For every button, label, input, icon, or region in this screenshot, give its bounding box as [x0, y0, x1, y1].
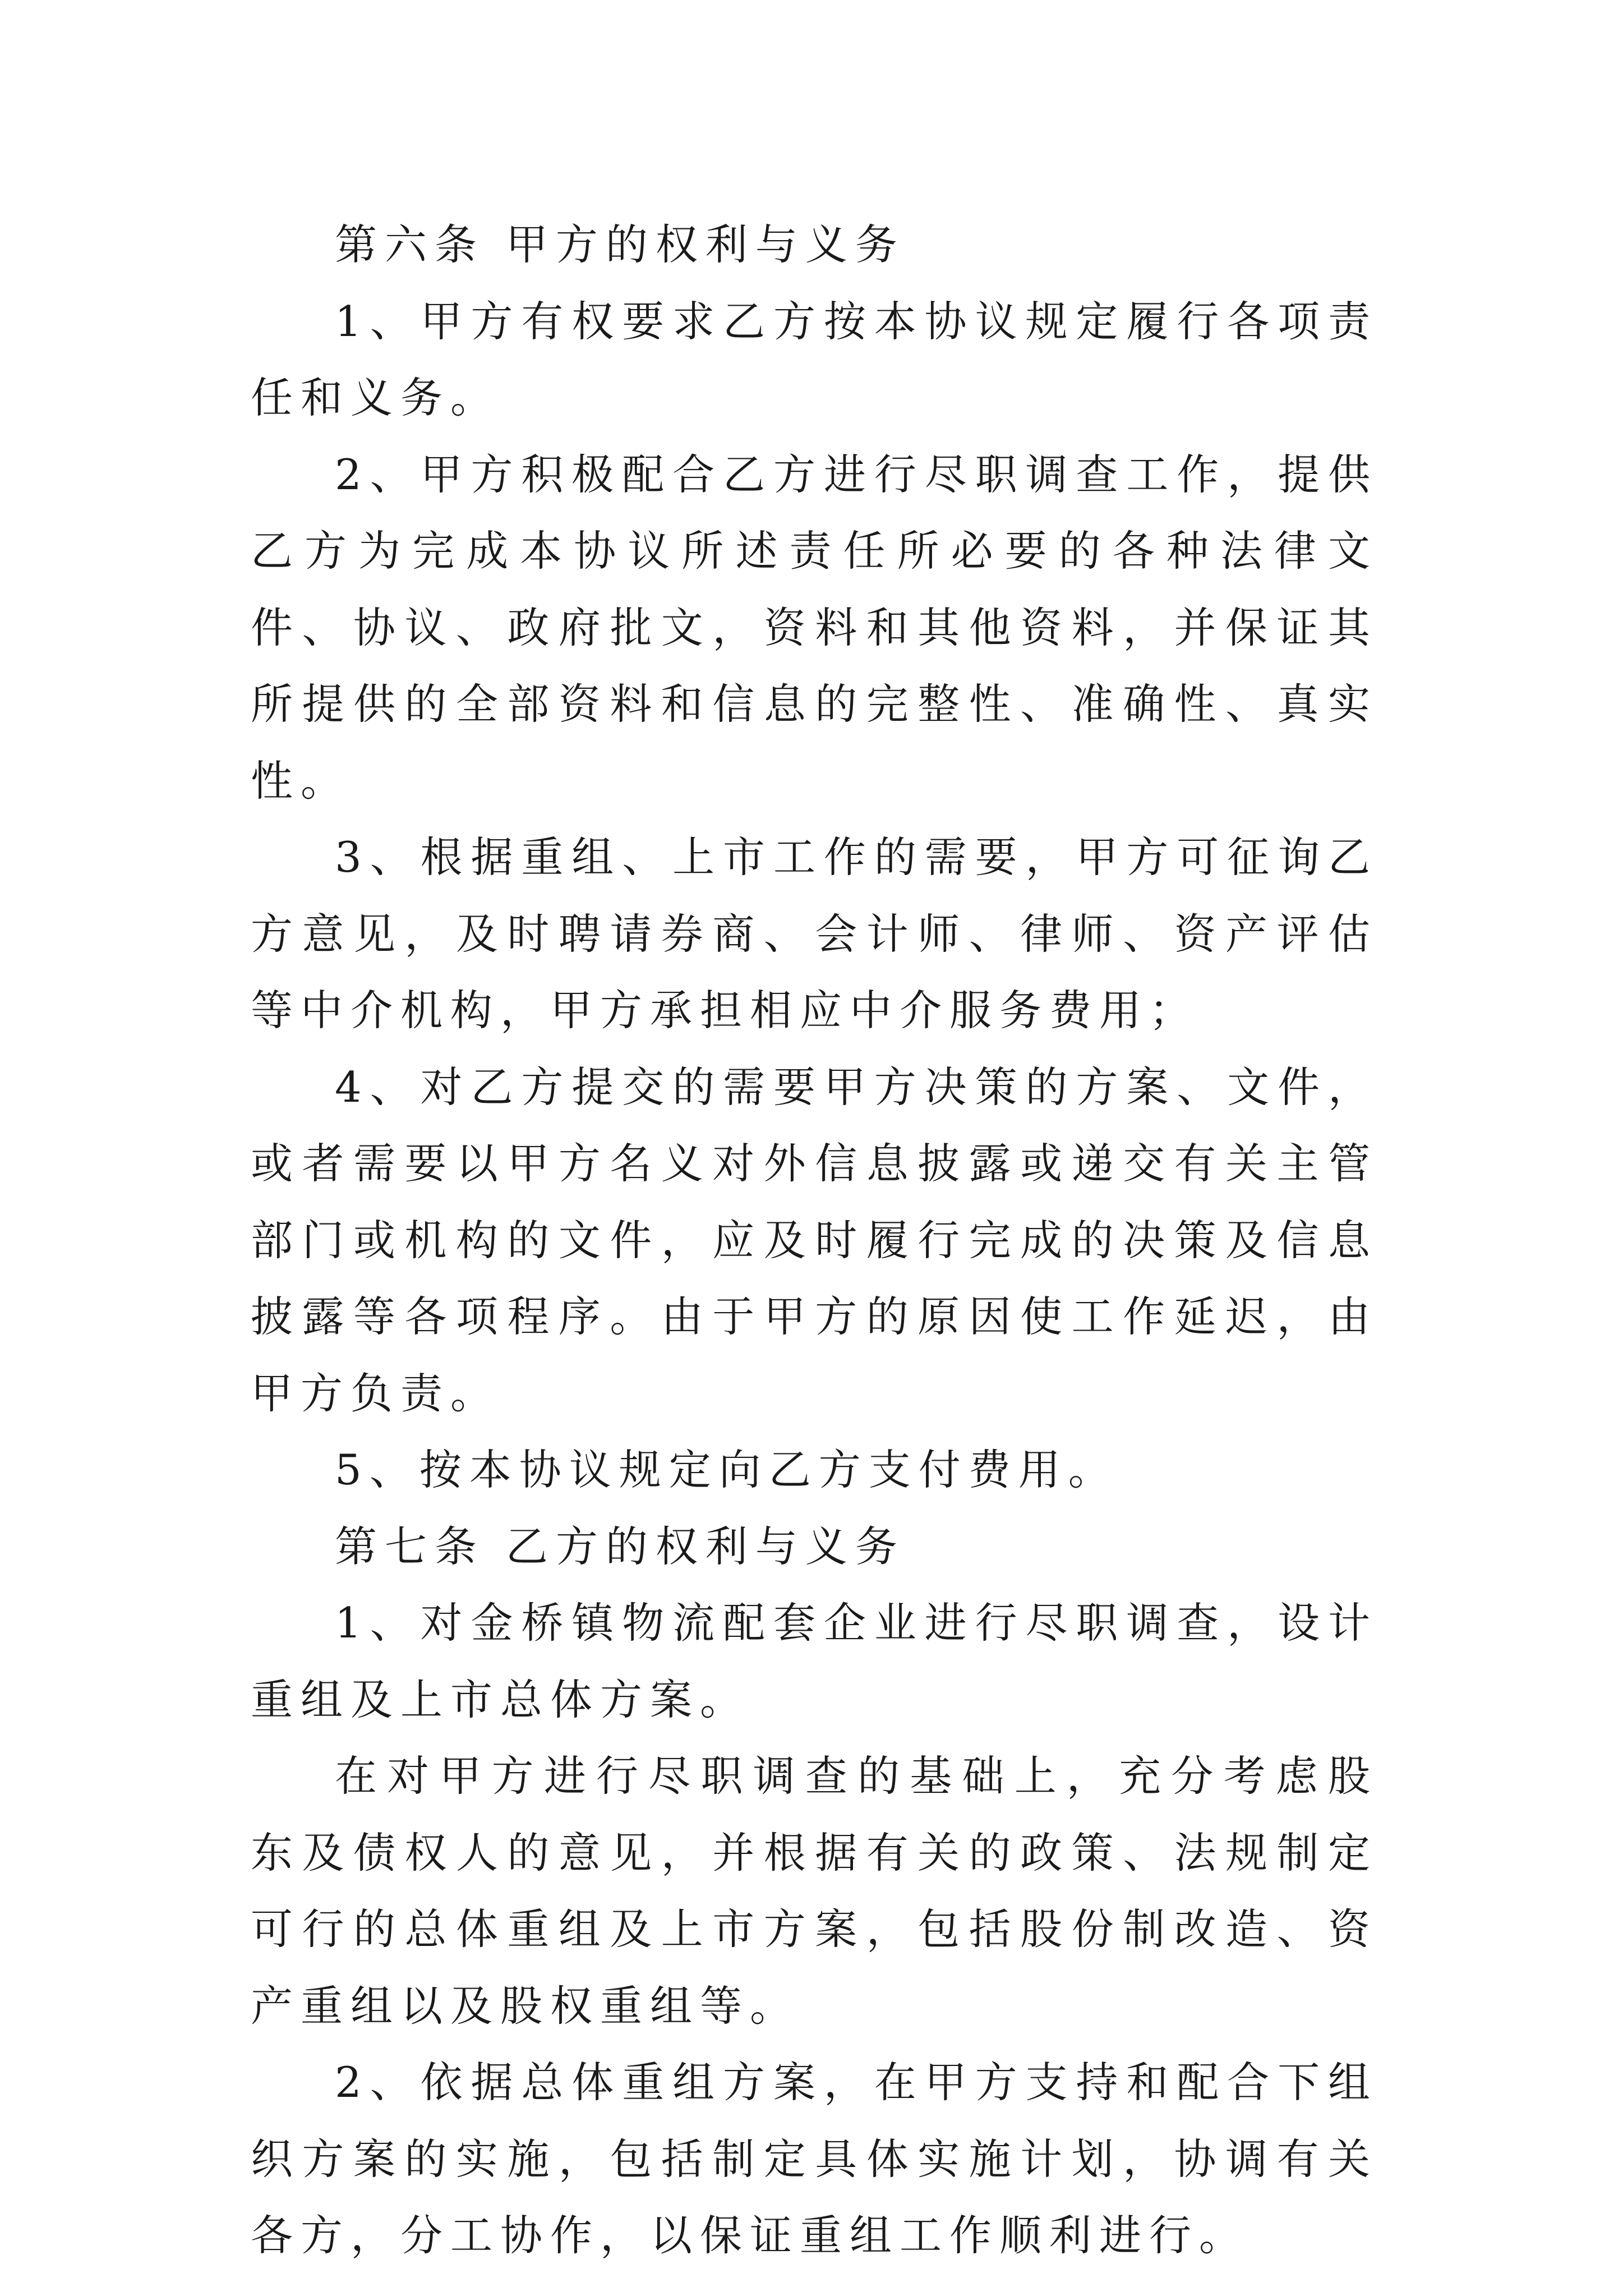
article-6-clause-3: 3、根据重组、上市工作的需要，甲方可征询乙方意见，及时聘请券商、会计师、律师、资产评估等中介机构，甲方承担相应中介服务费用；	[251, 832, 1378, 1035]
article-7-clause-2: 2、依据总体重组方案，在甲方支持和配合下组织方案的实施，包括制定具体实施计划，协调有关各方，分工协作，以保证重组工作顺利进行。	[251, 2058, 1378, 2260]
article-6-clause-4: 4、对乙方提交的需要甲方决策的方案、文件，或者需要以甲方名义对外信息披露或递交有关主管部门或机构的文件，应及时履行完成的决策及信息披露等各项程序。由于甲方的原因使工作延迟，由甲方负责。	[251, 1062, 1378, 1418]
article-7-clause-1-detail: 在对甲方进行尽职调查的基础上，充分考虑股东及债权人的意见，并根据有关的政策、法规制定可行的总体重组及上市方案，包括股份制改造、资产重组以及股权重组等。	[251, 1751, 1378, 2031]
article-7-clause-1: 1、对金桥镇物流配套企业进行尽职调查，设计重组及上市总体方案。	[251, 1598, 1378, 1724]
article-6-heading: 第六条 甲方的权利与义务	[335, 220, 905, 269]
article-6-clause-2: 2、甲方积极配合乙方进行尽职调查工作，提供乙方为完成本协议所述责任所必要的各种法律文件、协议、政府批文，资料和其他资料，并保证其所提供的全部资料和信息的完整性、准确性、真实性。	[251, 449, 1378, 806]
article-7-heading: 第七条 乙方的权利与义务	[335, 1521, 905, 1571]
article-6-clause-5: 5、按本协议规定向乙方支付费用。	[335, 1445, 1118, 1494]
document-body	[251, 206, 1378, 2274]
article-6-clause-1: 1、甲方有权要求乙方按本协议规定履行各项责任和义务。	[251, 296, 1378, 422]
